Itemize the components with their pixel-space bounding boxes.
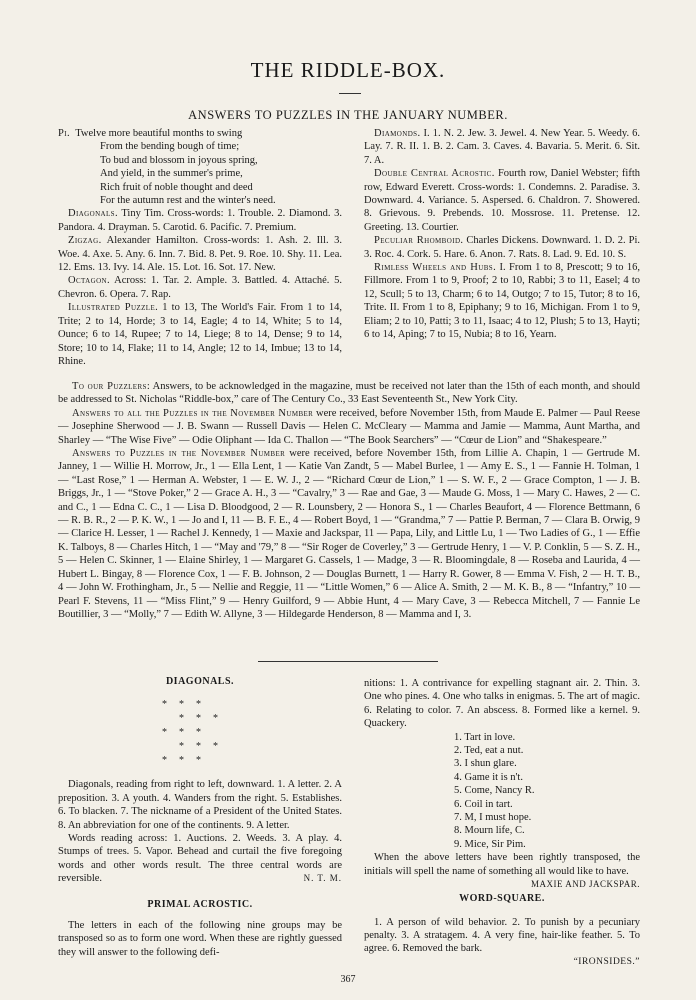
answer-label: Rimless Wheels and Hubs. bbox=[374, 262, 497, 274]
zigzag-answer bbox=[58, 234, 342, 274]
answer-text: 1 to 13, The World's Fair. From 1 to 14, Trite; 2 to 14, Horde; 3 to 14, Eagle; 4 to 14, White; 5 to 14, Ounce; 6 to 14, Rupee; 7 to 14, Liege; 8 to 14, Dense; 9 to 14, Store; 10 to 14, Flake; 11 to 14, Angle; 12 to 14, Imbue; 13 to 14, Rhine. bbox=[58, 302, 342, 367]
notice-label: To our Puzzlers: bbox=[72, 381, 151, 392]
star: * bbox=[196, 699, 201, 711]
notices bbox=[58, 380, 640, 621]
answer-text: Across: 1. Tar. 2. Ample. 3. Battled. 4. Attaché. 5. Chevron. 6. Opera. 7. Rap. bbox=[58, 275, 342, 300]
acrostic-group: 2. Ted, eat a nut. bbox=[454, 745, 524, 757]
primal-acrostic-signature: MAXIE AND JACKSPAR. bbox=[531, 879, 640, 890]
answer-label: Octagon. bbox=[68, 275, 111, 287]
word-square-clues: 1. A person of wild behavior. 2. To punish by a pecuniary penalty. 3. A stratagem. 4. A very fine, hair-like feather. 5. To agree. 6. Removed the bark. bbox=[364, 916, 640, 955]
word-square-signature: “IRONSIDES.” bbox=[573, 956, 640, 967]
star: * bbox=[162, 699, 167, 711]
answer-text: Charles Dickens. Downward. 1. D. 2. Pi. 3. Roc. 4. Cork. 5. Hare. 6. Anon. 7. Rats. 8. Lad. 9. Ed. 10. S. bbox=[364, 235, 640, 260]
diagonals-clues-across bbox=[58, 832, 342, 886]
title-rule bbox=[339, 93, 361, 94]
pi-answer bbox=[58, 127, 342, 207]
some-puzzles-notice bbox=[58, 447, 640, 621]
answer-label: Zigzag. bbox=[68, 235, 102, 247]
diamonds-answer bbox=[364, 127, 640, 167]
notice-text: Answers, to be acknowledged in the magazine, must be received not later than the 15th of each month, and should be addressed to St. Nicholas “Riddle-box,” care of The Century Co., 33 East Seventeenth St., New York City. bbox=[58, 381, 640, 406]
acrostic-group: 4. Game it is n't. bbox=[454, 771, 523, 783]
primal-acrostic-closing bbox=[364, 851, 640, 890]
acrostic-group: 5. Come, Nancy R. bbox=[454, 785, 535, 797]
answer-text: Tiny Tim. Cross-words: 1. Trouble. 2. Diamond. 3. Pandora. 4. Drayman. 5. Carotid. 6. Pacific. 7. Premium. bbox=[58, 208, 342, 233]
clue-text: Words reading across: 1. Auctions. 2. Weeds. 3. A play. 4. Stumps of trees. 5. Vapor. Behead and curtail the five foregoing words and other words result. The three central words are reversible. bbox=[58, 833, 342, 885]
answers-left-column bbox=[58, 127, 342, 368]
illustrated-answer bbox=[58, 301, 342, 368]
star: * bbox=[196, 741, 201, 753]
section-divider bbox=[258, 661, 438, 662]
answer-text: I. From 1 to 8, Prescott; 9 to 16, Fillmore. From 1 to 9, Proof; 2 to 10, Rabbi; 3 to 11, Easel; 4 to 12, Scull; 5 to 13, Charm; 6 to 14, Outgo; 7 to 15, Tutor; 8 to 16, Trite. II. From 1 to 8, Epiphany; 9 to 16, Michigan. From 1 to 9, Eliam; 2 to 10, Patti; 3 to 11, Isaac; 4 to 12, Plush; 5 to 13, Hayti; 6 to 14, Aping; 7 to 15, Nubia; 8 to 16, Yearn. bbox=[364, 262, 641, 341]
poem-line: And yield, in the summer's prime, bbox=[100, 168, 243, 180]
star: * bbox=[196, 755, 201, 767]
word-square-heading: WORD-SQUARE. bbox=[459, 893, 545, 905]
answer-text: Fourth row, Daniel Webster; fifth row, Edward Everett. Cross-words: 1. Condemns. 2. Paradise. 3. Downward. 4. Variance. 5. Aspersed. 6. Chaldron. 7. Showered. 8. Grievous. 9. Prebends. 10. Mossrose. 11. Pretense. 12. Greeting. 13. Courtier. bbox=[364, 168, 640, 233]
puzzles-right-column bbox=[364, 677, 640, 969]
answer-label: Peculiar Rhomboid. bbox=[374, 235, 464, 247]
double-acrostic-answer bbox=[364, 167, 640, 234]
notice-label: Answers to Puzzles in the November Number bbox=[72, 448, 286, 460]
answer-text: Alexander Hamilton. Cross-words: 1. Ash. 2. Ill. 3. Woe. 4. Axe. 5. Any. 6. Inn. 7. Bid. 8. Pet. 9. Roe. 10. Shy. 11. Lea. 12. Ems. 13. Ivy. 14. Ale. 15. Lot. 16. Sot. 17. New. bbox=[58, 235, 343, 274]
poem-line: To bud and blossom in joyous spring, bbox=[100, 154, 258, 166]
acrostic-group: 9. Mice, Sir Pim. bbox=[454, 838, 526, 850]
star: * bbox=[162, 727, 167, 739]
rimless-answer bbox=[364, 261, 640, 341]
star: * bbox=[179, 727, 184, 739]
diagonals-signature: N. T. M. bbox=[303, 873, 342, 884]
primal-acrostic-heading: PRIMAL ACROSTIC. bbox=[147, 898, 253, 910]
answers-right-column bbox=[364, 127, 640, 342]
star: * bbox=[162, 755, 167, 767]
acrostic-group: 7. M, I must hope. bbox=[454, 812, 532, 824]
puzzlers-notice bbox=[58, 380, 640, 407]
page-title: THE RIDDLE-BOX. bbox=[250, 58, 446, 82]
notice-text: were received, before November 15th, from Maude E. Palmer — Paul Reese — Josephine Sherwood — J. B. Swann — Russell Davis — Helen C. McCleary — Mamma and Jamie — Mamma, Aunt Martha, and Sharley — “The Wise Five” — Odie Oliphant — Ida C. Thallon — “The Book Searchers” — “Cœur de Lion” and “Shakespeare.” bbox=[58, 407, 640, 446]
answer-label: Diagonals. bbox=[68, 208, 118, 220]
diagonals-clues: Diagonals, reading from right to left, downward. 1. A letter. 2. A preposition. 3. A youth. 4. Wanders from the right. 5. Establishes. 6. To blacken. 7. The nickname of a President of the United States. 8. An abbreviation for one of the continents. 9. A letter. bbox=[58, 779, 342, 831]
acrostic-group: 1. Tart in love. bbox=[454, 731, 516, 743]
answer-label: Double Central Acrostic. bbox=[374, 168, 495, 180]
poem-line: From the bending bough of time; bbox=[100, 141, 240, 153]
primal-acrostic-definitions: nitions: 1. A contrivance for expelling stagnant air. 2. Thin. 3. One who pines. 4. One who talks in enigmas. 5. The art of magic. 6. Relating to color. 7. An abscess. 8. Formed like a kernel. 9. Quackery. bbox=[364, 678, 640, 730]
star: * bbox=[213, 741, 218, 753]
all-puzzles-notice bbox=[58, 407, 640, 447]
acrostic-group: 8. Mourn life, C. bbox=[454, 825, 525, 837]
acrostic-groups bbox=[454, 731, 640, 852]
diagonals-star-grid bbox=[156, 698, 342, 768]
rhomboid-answer bbox=[364, 234, 640, 261]
star: * bbox=[179, 741, 184, 753]
diagonals-answer bbox=[58, 207, 342, 234]
star: * bbox=[179, 699, 184, 711]
puzzles-left-column bbox=[58, 675, 342, 959]
acrostic-group: 3. I shun glare. bbox=[454, 758, 517, 770]
acrostic-group: 6. Coil in tart. bbox=[454, 798, 513, 810]
closing-text: When the above letters have been rightly transposed, the initials will spell the name of something all would like to have. bbox=[364, 852, 640, 877]
star: * bbox=[196, 727, 201, 739]
poem-line: Twelve more beautiful months to swing bbox=[75, 128, 243, 139]
answers-heading: ANSWERS TO PUZZLES IN THE JANUARY NUMBER. bbox=[188, 108, 508, 122]
star: * bbox=[179, 755, 184, 767]
answer-label: Illustrated Puzzle. bbox=[68, 302, 159, 314]
star: * bbox=[213, 713, 218, 725]
poem-line: Rich fruit of noble thought and deed bbox=[100, 181, 253, 193]
diagonals-heading: DIAGONALS. bbox=[165, 676, 235, 687]
notice-text: were received, before November 15th, from Lillie A. Chapin, 1 — Gertrude M. Janney, 1 — Willie H. Morrow, Jr., 1 — Ella Lent, 1 — Katie Van Zandt, 5 — Mabel Burlee, 1 — Amy E. S., 1 — Fannie H. Tolman, 1 — “Last Rose,” 1 — Herman A. Webster, 1 — E. W. J., 2 — “Richard Cœur de Lion,” 1 — S. W. F., 2 — Grace Compton, 1 — J. B. Briggs, Jr., 1 — “Stove Poker,” 2 — Grace A. H., 3 — “Cavalry,” 3 — Rae and Gae, 3 — Maude G. Moss, 1 — Mary C. Hawes, 2 — C. and C., 1 — Edna C. C., 1 — Lisa D. Bloodgood, 2 — R. Lounsbery, 2 — Honora S., 1 — Charles Beaufort, 4 — Florence Bettmann, 6 — R. B. R., 2 — P. K. W., 1 — Jo and I, 11 — B. F. E., 4 — Robert Boyd, 1 — “Grandma,” 7 — Pattie P. Berman, 7 — Clara B. Orwig, 9 — Clarice H. Lesser, 1 — Rachel J. Kennedy, 1 — Maxie and Jackspar, 11 — Papa, Lily, and Little Lu, 1 — Two Ladies of G., 1 — Effie K. Talboys, 8 — Charles Hitch, 1 — “May and '79,” 8 — “Sir Roger de Coverley,” 3 — Gertrude Henry, 1 — V. P. Conklin, 5 — S. Z. H., 5 — Helen C. Skinner, 1 — Elaine Shirley, 1 — Margaret G. Cassels, 1 — Madge, 3 — R. Bloomingdale, 8 — Roseba and Laurida, 4 — Hubert L. Bingay, 8 — Florence Cox, 1 — F. B. Johnson, 2 — Douglas Burnett, 1 — Harry R. Gower, 8 — Emma V. Fish, 2 — H. T. B., 4 — John W. Frothingham, Jr., 5 — Nellie and Reggie, 11 — “Little Women,” 6 — Alice A. Smith, 2 — M. K. B., 8 — “Infantry,” 10 — Pearl F. Stevens, 11 — “Miss Flint,” 9 — Henry Guilford, 9 — Abbie Hunt, 4 — Mary Cave, 3 — Rebecca Mitchell, 7 — Fannie Le Boutillier, 3 — “Molly,” 7 — Edith W. Allyne, 3 — Hildegarde Henderson, 8 — Mamma and I, 3. bbox=[58, 448, 640, 620]
answer-label: Diamonds. bbox=[374, 128, 421, 139]
notice-label: Answers to all the Puzzles in the November Number bbox=[72, 407, 314, 419]
primal-acrostic-intro: The letters in each of the following nine groups may be transposed so as to form one word. When these are rightly guessed they will answer to the following defi- bbox=[58, 920, 342, 958]
star: * bbox=[179, 713, 184, 725]
answer-text: I. 1. N. 2. Jew. 3. Jewel. 4. New Year. 5. Weedy. 6. Lay. 7. R. II. 1. B. 2. Cam. 3. Caves. 4. Bavaria. 5. Merit. 6. Sit. 7. A. bbox=[364, 128, 641, 166]
pi-label: Pi. bbox=[58, 128, 70, 139]
octagon-answer bbox=[58, 274, 342, 301]
poem-line: For the autumn rest and the winter's need. bbox=[100, 195, 276, 207]
star: * bbox=[196, 713, 201, 725]
page-number: 367 bbox=[340, 974, 356, 985]
